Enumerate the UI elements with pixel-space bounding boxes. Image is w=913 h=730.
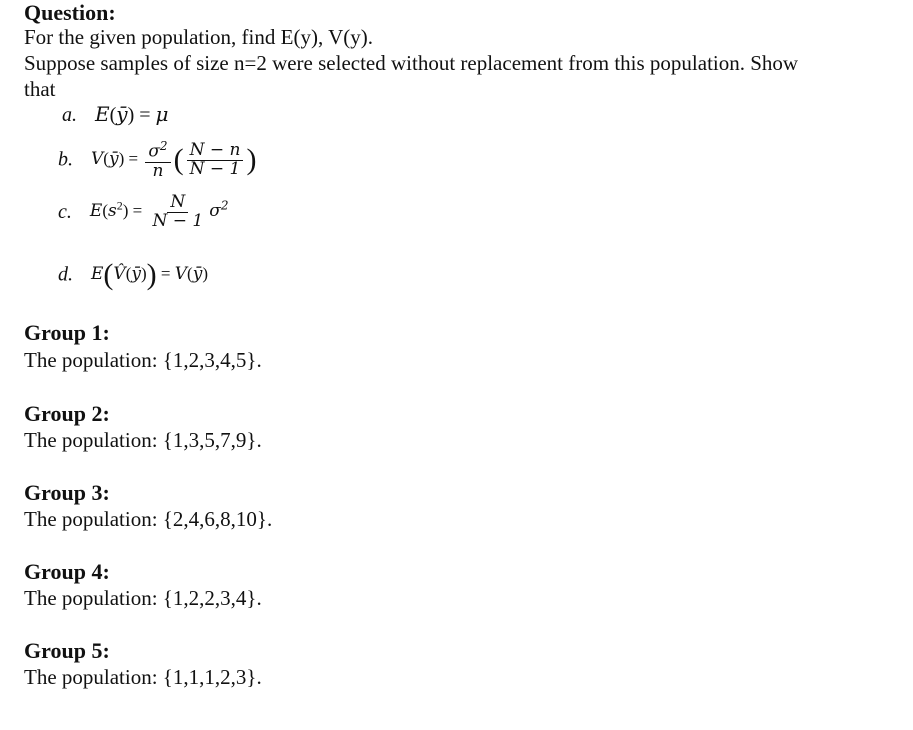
item-d-expression: E(V̂(ȳ)) = V(ȳ) <box>91 258 208 291</box>
group-2-population: The population: {1,3,5,7,9}. <box>24 428 262 452</box>
item-a-label: a. <box>62 104 77 126</box>
item-c <box>58 194 228 231</box>
question-line-2: Suppose samples of size n=2 were selected without replacement from this population. Show <box>24 51 799 75</box>
group-5-population: The population: {1,1,1,2,3}. <box>24 665 262 689</box>
group-4-title: Group 4: <box>24 559 110 584</box>
item-d <box>58 258 208 292</box>
item-a <box>62 102 169 127</box>
item-d-label: d. <box>58 263 73 286</box>
item-b-label: b. <box>58 148 73 171</box>
group-3-population: The population: {2,4,6,8,10}. <box>24 507 273 531</box>
item-b-expression: V(ȳ) = $\frac{\sigma^2}{n}$ ( $\frac{N - n}{N - 1}$ ) <box>91 139 257 181</box>
item-c-label: c. <box>58 200 72 223</box>
group-1-title: Group 1: <box>24 320 110 345</box>
group-2-title: Group 2: <box>24 401 110 426</box>
item-b <box>58 140 256 180</box>
item-c-expression: $E(s^2)$ = $\frac{N}{N - 1}$ $\sigma^2$ <box>89 192 229 231</box>
question-line-1: For the given population, find E(y), V(y). <box>24 25 373 49</box>
group-1-population: The population: {1,2,3,4,5}. <box>24 348 262 372</box>
question-line-3: that <box>24 77 56 101</box>
group-3-title: Group 3: <box>24 480 110 505</box>
group-4-population: The population: {1,2,2,3,4}. <box>24 586 262 610</box>
question-title: Question: <box>24 0 116 25</box>
group-5-title: Group 5: <box>24 638 110 663</box>
item-a-expression: E(ȳ) = μ <box>95 102 169 126</box>
